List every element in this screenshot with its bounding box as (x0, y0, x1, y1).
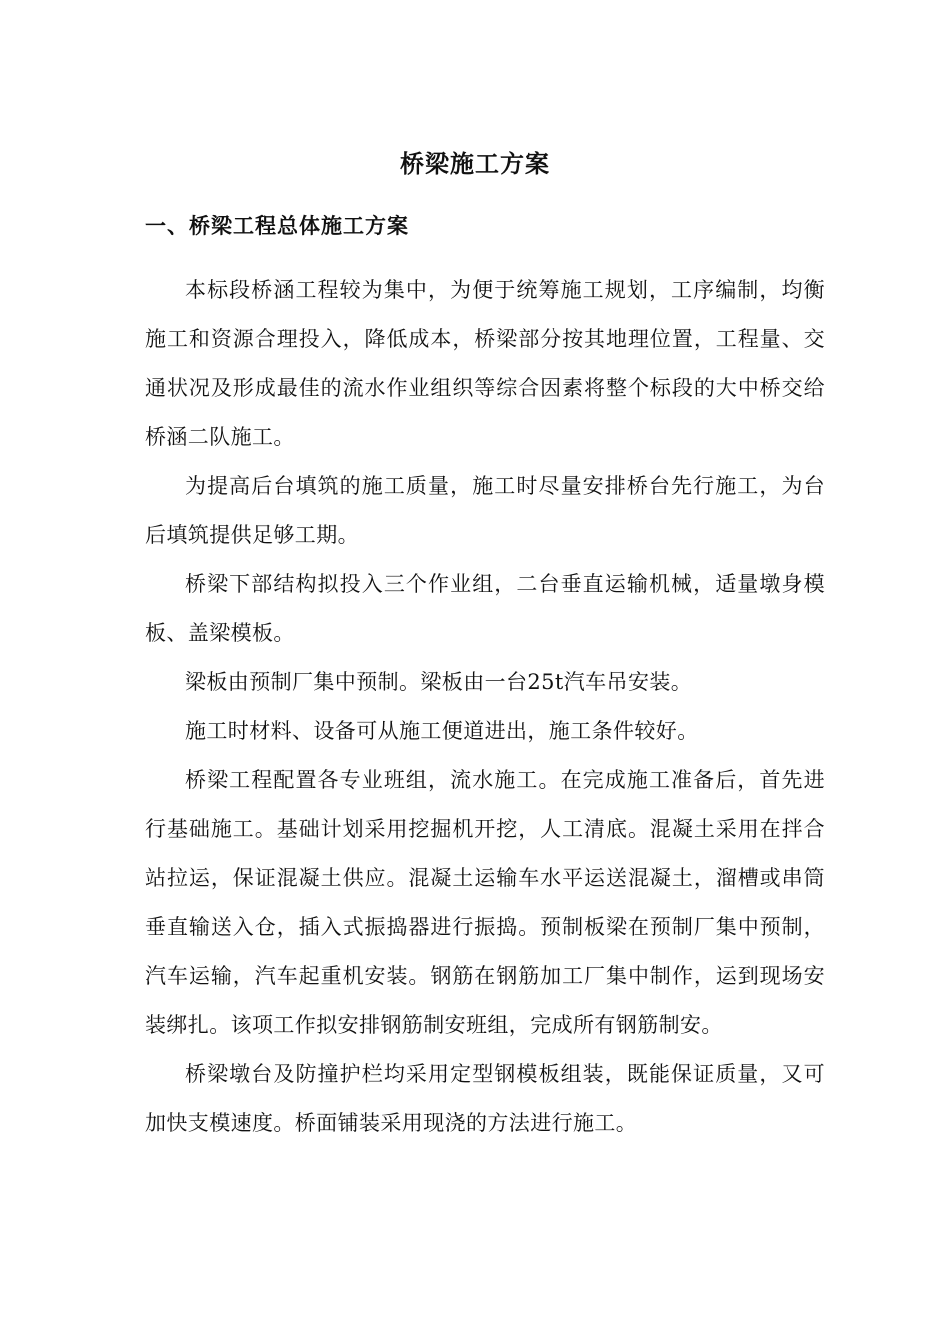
document-title: 桥梁施工方案 (400, 149, 550, 178)
paragraph-access-road: 施工时材料、设备可从施工便道进出，施工条件较好。 (185, 719, 699, 743)
paragraph-construction-process: 桥梁工程配置各专业班组，流水施工。在完成施工准备后，首先进行基础施工。基础计划采用挖掘机开挖，人工清底。混凝土采用在拌合站拉运，保证混凝土供应。混凝土运输车水平运送混凝土，溜槽或串筒垂直输送入仓，插入式振捣器进行振捣。预制板梁在预制厂集中预制，汽车运输，汽车起重机安装。钢筋在钢筋加工厂集中制作，运到现场安装绑扎。该项工作拟安排钢筋制安班组，完成所有钢筋制安。 (145, 768, 825, 1037)
paragraph-abutment: 为提高后台填筑的施工质量，施工时尽量安排桥台先行施工，为台后填筑提供足够工期。 (145, 474, 825, 547)
document-body (145, 266, 825, 1148)
paragraph-formwork: 桥梁墩台及防撞护栏均采用定型钢模板组装，既能保证质量，又可加快支模速度。桥面铺装采用现浇的方法进行施工。 (145, 1062, 825, 1135)
section-heading: 一、桥梁工程总体施工方案 (145, 213, 409, 238)
paragraph-substructure: 桥梁下部结构拟投入三个作业组，二台垂直运输机械，适量墩身模板、盖梁模板。 (145, 572, 825, 645)
paragraph-beam-slab: 梁板由预制厂集中预制。梁板由一台25t汽车吊安装。 (185, 670, 693, 694)
paragraph-overview: 本标段桥涵工程较为集中，为便于统筹施工规划，工序编制，均衡施工和资源合理投入，降低成本，桥梁部分按其地理位置，工程量、交通状况及形成最佳的流水作业组织等综合因素将整个标段的大中桥交给桥涵二队施工。 (145, 278, 825, 449)
